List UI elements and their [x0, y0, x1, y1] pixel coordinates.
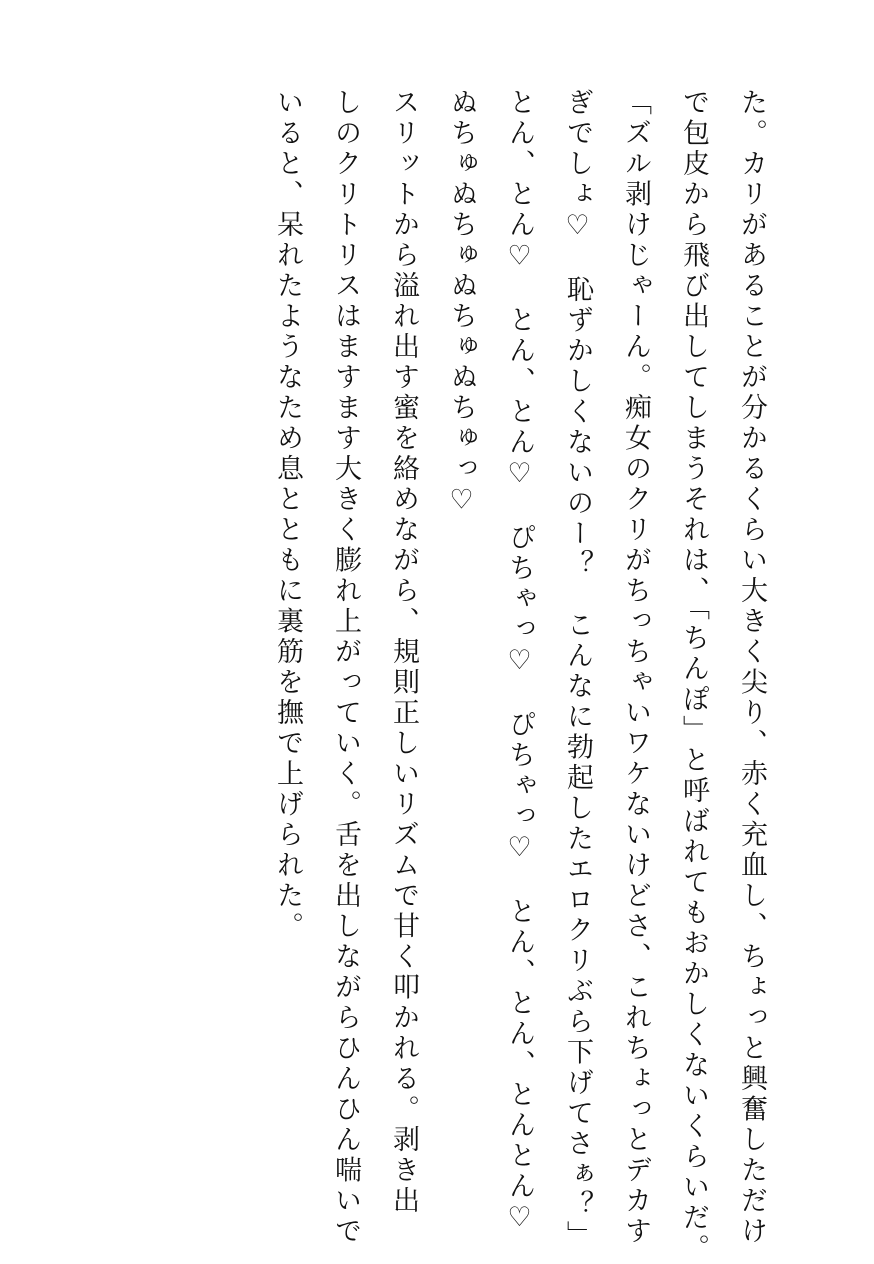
text-line-3: 「ズル剥けじゃーん。痴女のクリがちっちゃいワケないけどさ、これちょっとデカす — [620, 88, 651, 1247]
text-line-8: しのクリトリスはますます大きく膨れ上がっていく。舌を出しながらひんひん喘いで — [330, 88, 361, 1247]
text-line-6: ぬちゅぬちゅぬちゅぬちゅっ♡ — [446, 88, 477, 519]
text-line-9: いると、呆れたようなため息とともに裏筋を撫で上げられた。 — [272, 88, 303, 942]
text-line-1: た。カリがあることが分かるくらい大きく尖り、赤く充血し、ちょっと興奮しただけ — [736, 88, 767, 1247]
text-line-4: ぎでしょ♡ 恥ずかしくないのー？ こんなに勃起したエロクリぶら下げてさぁ？」 — [562, 88, 593, 1251]
text-line-2: で包皮から飛び出してしまうそれは、「ちんぽ」と呼ばれてもおかしくないくらいだ。 — [678, 88, 709, 1264]
text-line-5: とん、とん♡ とん、とん♡ ぴちゃっ♡ ぴちゃっ♡ とん、とん、とんとん♡ — [504, 88, 535, 1237]
text-line-7: スリットから溢れ出す蜜を絡めながら、規則正しいリズムで甘く叩かれる。剥き出 — [388, 88, 419, 1217]
body-text — [258, 88, 780, 1264]
